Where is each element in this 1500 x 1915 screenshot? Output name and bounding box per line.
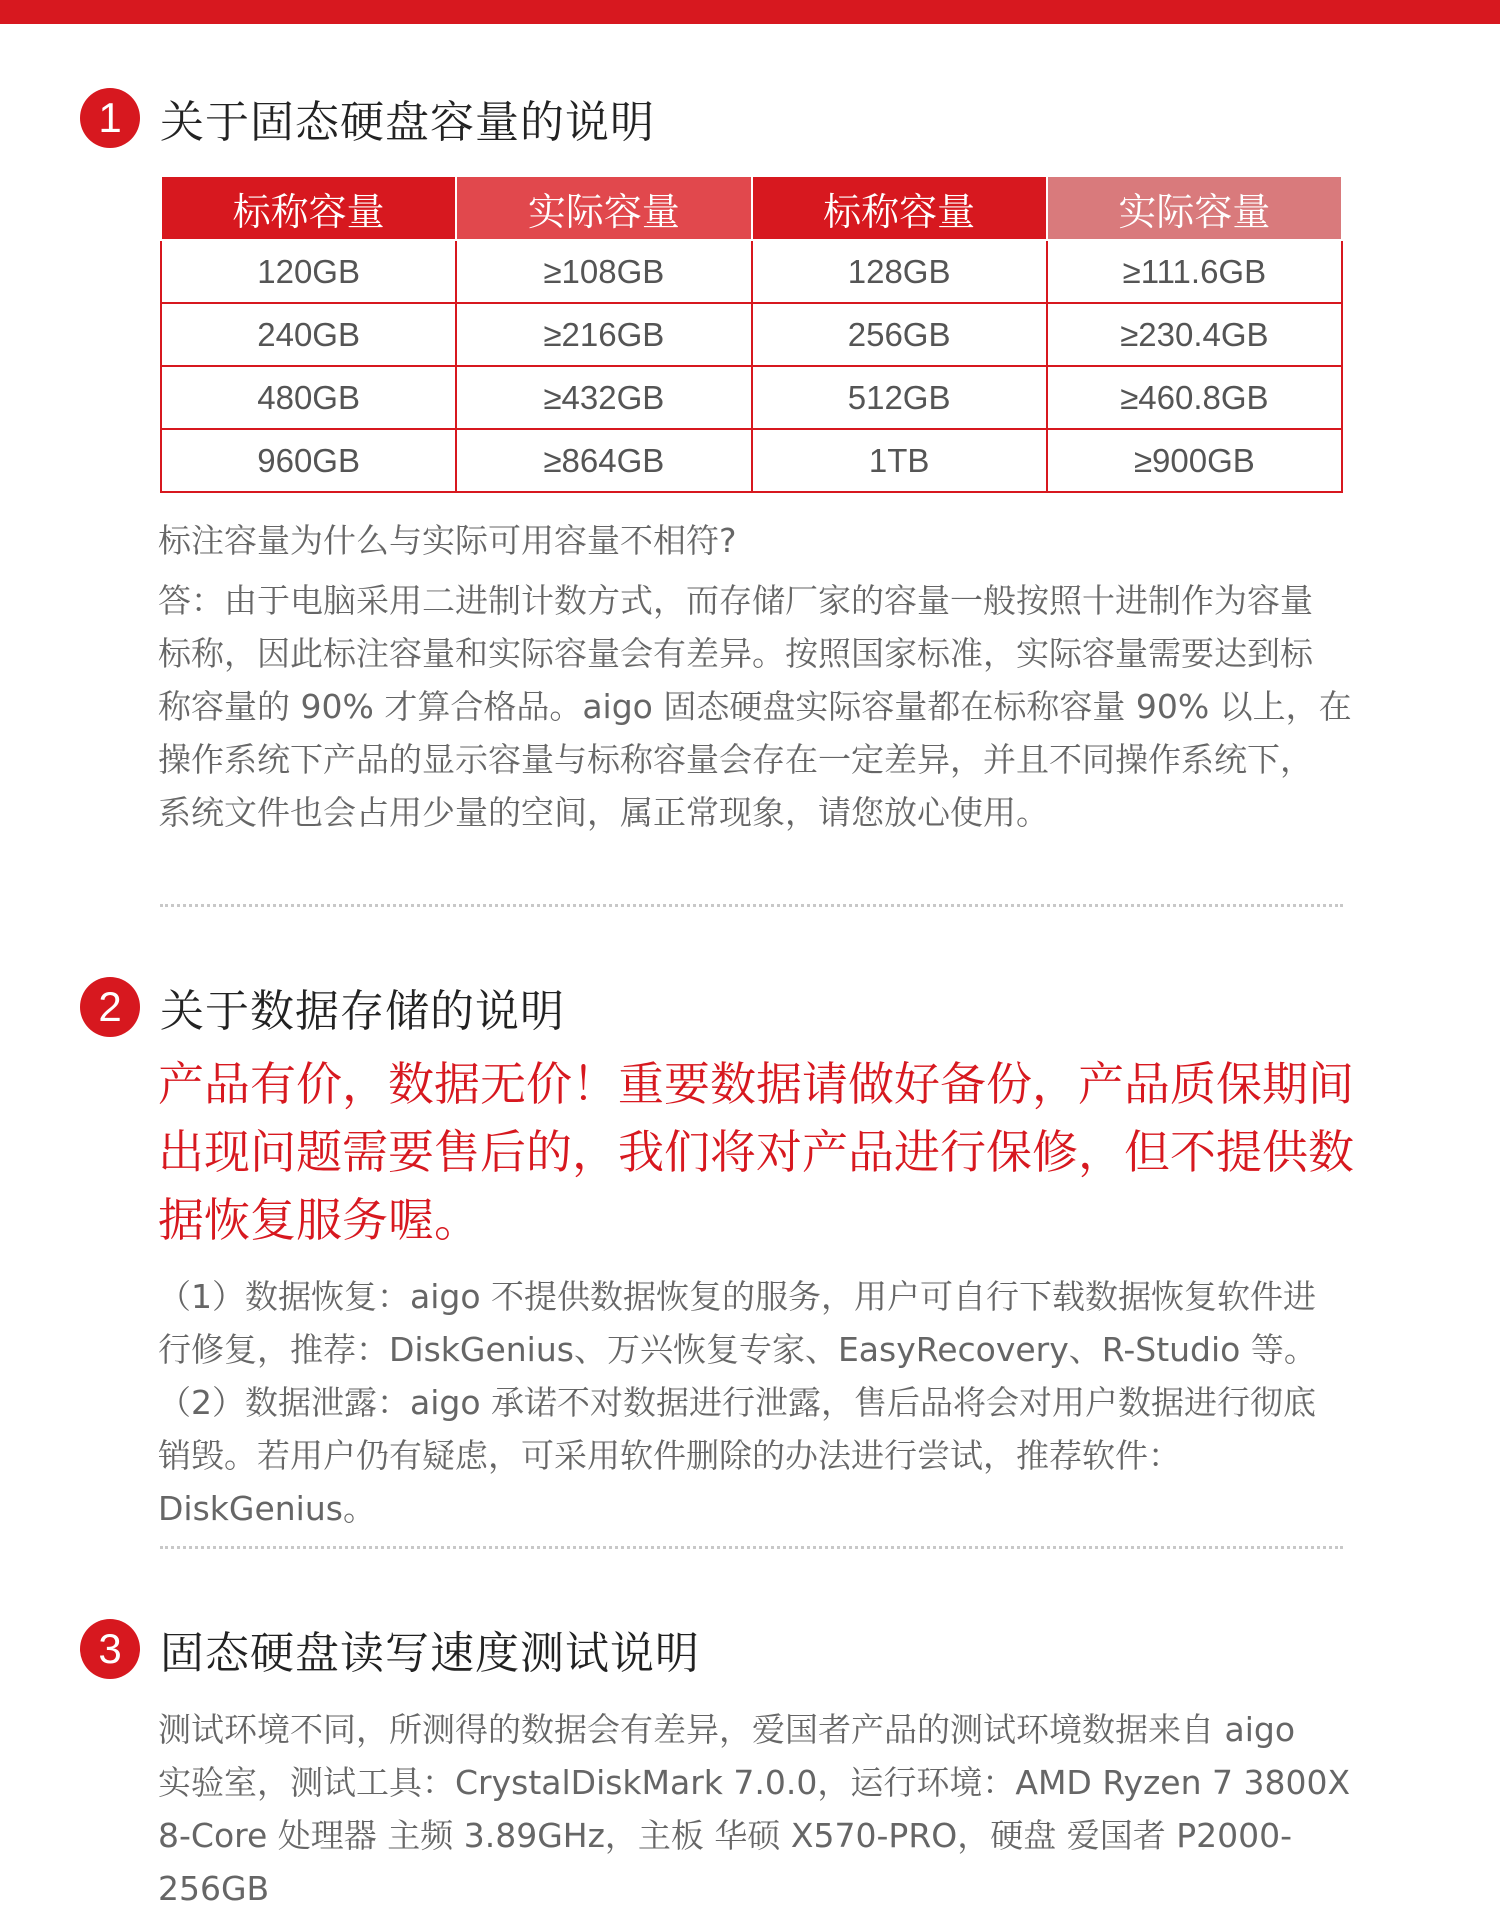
table-cell: 512GB <box>752 366 1047 429</box>
text-line: 8-Core 处理器 主频 3.89GHz，主板 华硕 X570-PRO，硬盘 爱国者 P2000-256GB <box>158 1816 1292 1908</box>
table-header-cell: 实际容量 <box>456 176 751 240</box>
table-cell: ≥216GB <box>456 303 751 366</box>
table-cell: 256GB <box>752 303 1047 366</box>
text-line: 产品有价，数据无价！重要数据请做好备份，产品质保期间 <box>158 1057 1354 1111</box>
section-title: 关于数据存储的说明 <box>160 986 565 1037</box>
section-number-badge: 2 <box>80 977 140 1037</box>
table-cell: 128GB <box>752 240 1047 303</box>
text-line: 系统文件也会占用少量的空间，属正常现象，请您放心使用。 <box>158 793 1049 832</box>
table-cell: ≥230.4GB <box>1047 303 1342 366</box>
text-line: 据恢复服务喔。 <box>158 1193 480 1247</box>
capacity-explanation <box>158 514 1368 839</box>
table-cell: ≥864GB <box>456 429 751 492</box>
text-line: 行修复，推荐：DiskGenius、万兴恢复专家、EasyRecovery、R-Studio 等。 <box>158 1330 1317 1369</box>
section-2-header <box>80 975 565 1039</box>
text-line: 销毁。若用户仍有疑虑，可采用软件删除的办法进行尝试，推荐软件：DiskGenius。 <box>158 1436 1181 1528</box>
table-cell: ≥111.6GB <box>1047 240 1342 303</box>
table-header-cell: 标称容量 <box>161 176 456 240</box>
table-cell: 1TB <box>752 429 1047 492</box>
data-warning <box>158 1050 1368 1254</box>
top-accent-bar <box>0 0 1500 24</box>
capacity-table <box>160 175 1343 493</box>
text-line: 实验室，测试工具：CrystalDiskMark 7.0.0，运行环境：AMD Ryzen 7 3800X <box>158 1763 1351 1802</box>
section-title: 关于固态硬盘容量的说明 <box>160 97 655 148</box>
text-line: 答：由于电脑采用二进制计数方式，而存储厂家的容量一般按照十进制作为容量 <box>158 581 1313 620</box>
text-line: 称容量的 90% 才算合格品。aigo 固态硬盘实际容量都在标称容量 90% 以上，在 <box>158 687 1352 726</box>
section-1-header <box>80 86 655 150</box>
section-3-header <box>80 1617 700 1681</box>
text-line: （1）数据恢复：aigo 不提供数据恢复的服务，用户可自行下载数据恢复软件进 <box>158 1277 1317 1316</box>
text-line: （2）数据泄露：aigo 承诺不对数据进行泄露，售后品将会对用户数据进行彻底 <box>158 1383 1317 1422</box>
section-number-badge: 3 <box>80 1619 140 1679</box>
table-header-row <box>161 176 1342 240</box>
table-cell: 240GB <box>161 303 456 366</box>
section-number-badge: 1 <box>80 88 140 148</box>
table-row <box>161 366 1342 429</box>
table-cell: 120GB <box>161 240 456 303</box>
speed-test-details <box>158 1703 1368 1915</box>
text-line: 标称，因此标注容量和实际容量会有差异。按照国家标准，实际容量需要达到标 <box>158 634 1313 673</box>
table-cell: ≥900GB <box>1047 429 1342 492</box>
dotted-divider <box>160 904 1343 907</box>
table-header-cell: 实际容量 <box>1047 176 1342 240</box>
table-row <box>161 240 1342 303</box>
faq-question: 标注容量为什么与实际可用容量不相符? <box>158 521 737 560</box>
table-cell: ≥460.8GB <box>1047 366 1342 429</box>
section-title: 固态硬盘读写速度测试说明 <box>160 1628 700 1679</box>
dotted-divider <box>160 1546 1343 1549</box>
text-line: 操作系统下产品的显示容量与标称容量会存在一定差异，并且不同操作系统下， <box>158 740 1313 779</box>
table-header-cell: 标称容量 <box>752 176 1047 240</box>
text-line: 出现问题需要售后的，我们将对产品进行保修，但不提供数 <box>158 1125 1354 1179</box>
data-storage-details <box>158 1270 1368 1535</box>
table-cell: 960GB <box>161 429 456 492</box>
table-cell: 480GB <box>161 366 456 429</box>
table-cell: ≥108GB <box>456 240 751 303</box>
table-row <box>161 303 1342 366</box>
table-row <box>161 429 1342 492</box>
text-line: 测试环境不同，所测得的数据会有差异，爱国者产品的测试环境数据来自 aigo <box>158 1710 1296 1749</box>
table-cell: ≥432GB <box>456 366 751 429</box>
